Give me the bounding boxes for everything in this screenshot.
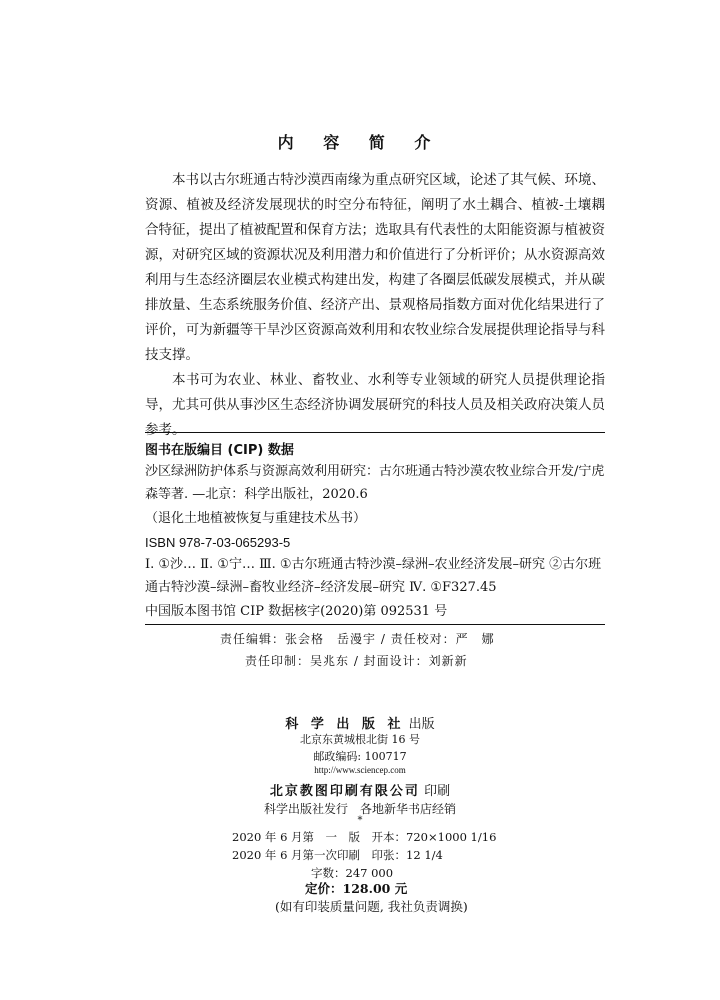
cip-heading: 图书在版编目 (CIP) 数据	[145, 443, 294, 458]
edition-line: 2020 年 6 月第 一 版 开本：720×1000 1/16	[232, 830, 497, 844]
separator-star: *	[357, 815, 363, 826]
quality-note: (如有印装质量问题, 我社负责调换)	[275, 899, 468, 914]
print-word: 印刷	[424, 784, 451, 799]
staff-editors: 责任编辑：张会格 岳漫宇 / 责任校对：严 娜	[220, 632, 495, 646]
cip-bottom-divider	[145, 624, 605, 625]
word-count: 字数：247 000	[311, 866, 394, 880]
publish-word: 出版	[408, 717, 435, 732]
publisher-website: http://www.sciencep.com	[314, 765, 406, 775]
cip-classification: Ⅰ. ①沙… Ⅱ. ①宁… Ⅲ. ①古尔班通古特沙漠–绿洲–农业经济发展–研究 ②古尔班通古特沙漠–绿洲–畜牧业经济–经济发展–研究 Ⅳ. ①F327.45	[145, 557, 602, 595]
distribution-line: 科学出版社发行 各地新华书店经销	[263, 802, 456, 816]
abstract-paragraph-1: 本书以古尔班通古特沙漠西南缘为重点研究区域，论述了其气候、环境、资源、植被及经济发展现状的时空分布特征，阐明了水土耦合、植被-土壤耦合特征，提出了植被配置和保育方法；选取具有代表性的太阳能资源与植被资源，对研究区域的资源状况及利用潜力和价值进行了分析评价；从水资源高效利用与生态经济圈层农业模式构建出发，构建了各圈层低碳发展模式，并从碳排放量、生态系统服务价值、经济产出、景观格局指数方面对优化结果进行了评价，可为新疆等干旱沙区资源高效利用和农牧业综合发展提供理论指导与科技支撑。	[145, 172, 605, 363]
publisher-name: 科 学 出 版 社	[285, 717, 405, 732]
cip-top-divider	[145, 432, 605, 433]
cip-series: （退化土地植被恢复与重建技术丛书）	[145, 511, 367, 526]
publisher-address: 北京东黄城根北街 16 号	[300, 733, 420, 746]
publisher-line	[0, 713, 720, 732]
cip-book-info: 沙区绿洲防护体系与资源高效利用研究：古尔班通古特沙漠农牧业综合开发/宁虎森等著. —北京：科学出版社，2020.6	[145, 464, 605, 502]
abstract-section	[145, 168, 605, 443]
publisher-postcode: 邮政编码: 100717	[313, 750, 407, 763]
price: 定价：128.00 元	[305, 881, 408, 896]
printer-line	[0, 780, 720, 799]
printing-line: 2020 年 6 月第一次印刷 印张：12 1/4	[232, 848, 443, 862]
cip-isbn: ISBN 978-7-03-065293-5	[145, 535, 291, 550]
abstract-paragraph-2: 本书可为农业、林业、畜牧业、水利等专业领域的研究人员提供理论指导，尤其可供从事沙区生态经济协调发展研究的科技人员及相关政府决策人员参考。	[145, 372, 605, 438]
cip-number: 中国版本图书馆 CIP 数据核字(2020)第 092531 号	[145, 604, 448, 619]
page-title: 内 容 简 介	[277, 133, 443, 152]
staff-production: 责任印制：吴兆东 / 封面设计：刘新新	[245, 654, 468, 668]
printer-name: 北京教图印刷有限公司	[269, 784, 420, 799]
